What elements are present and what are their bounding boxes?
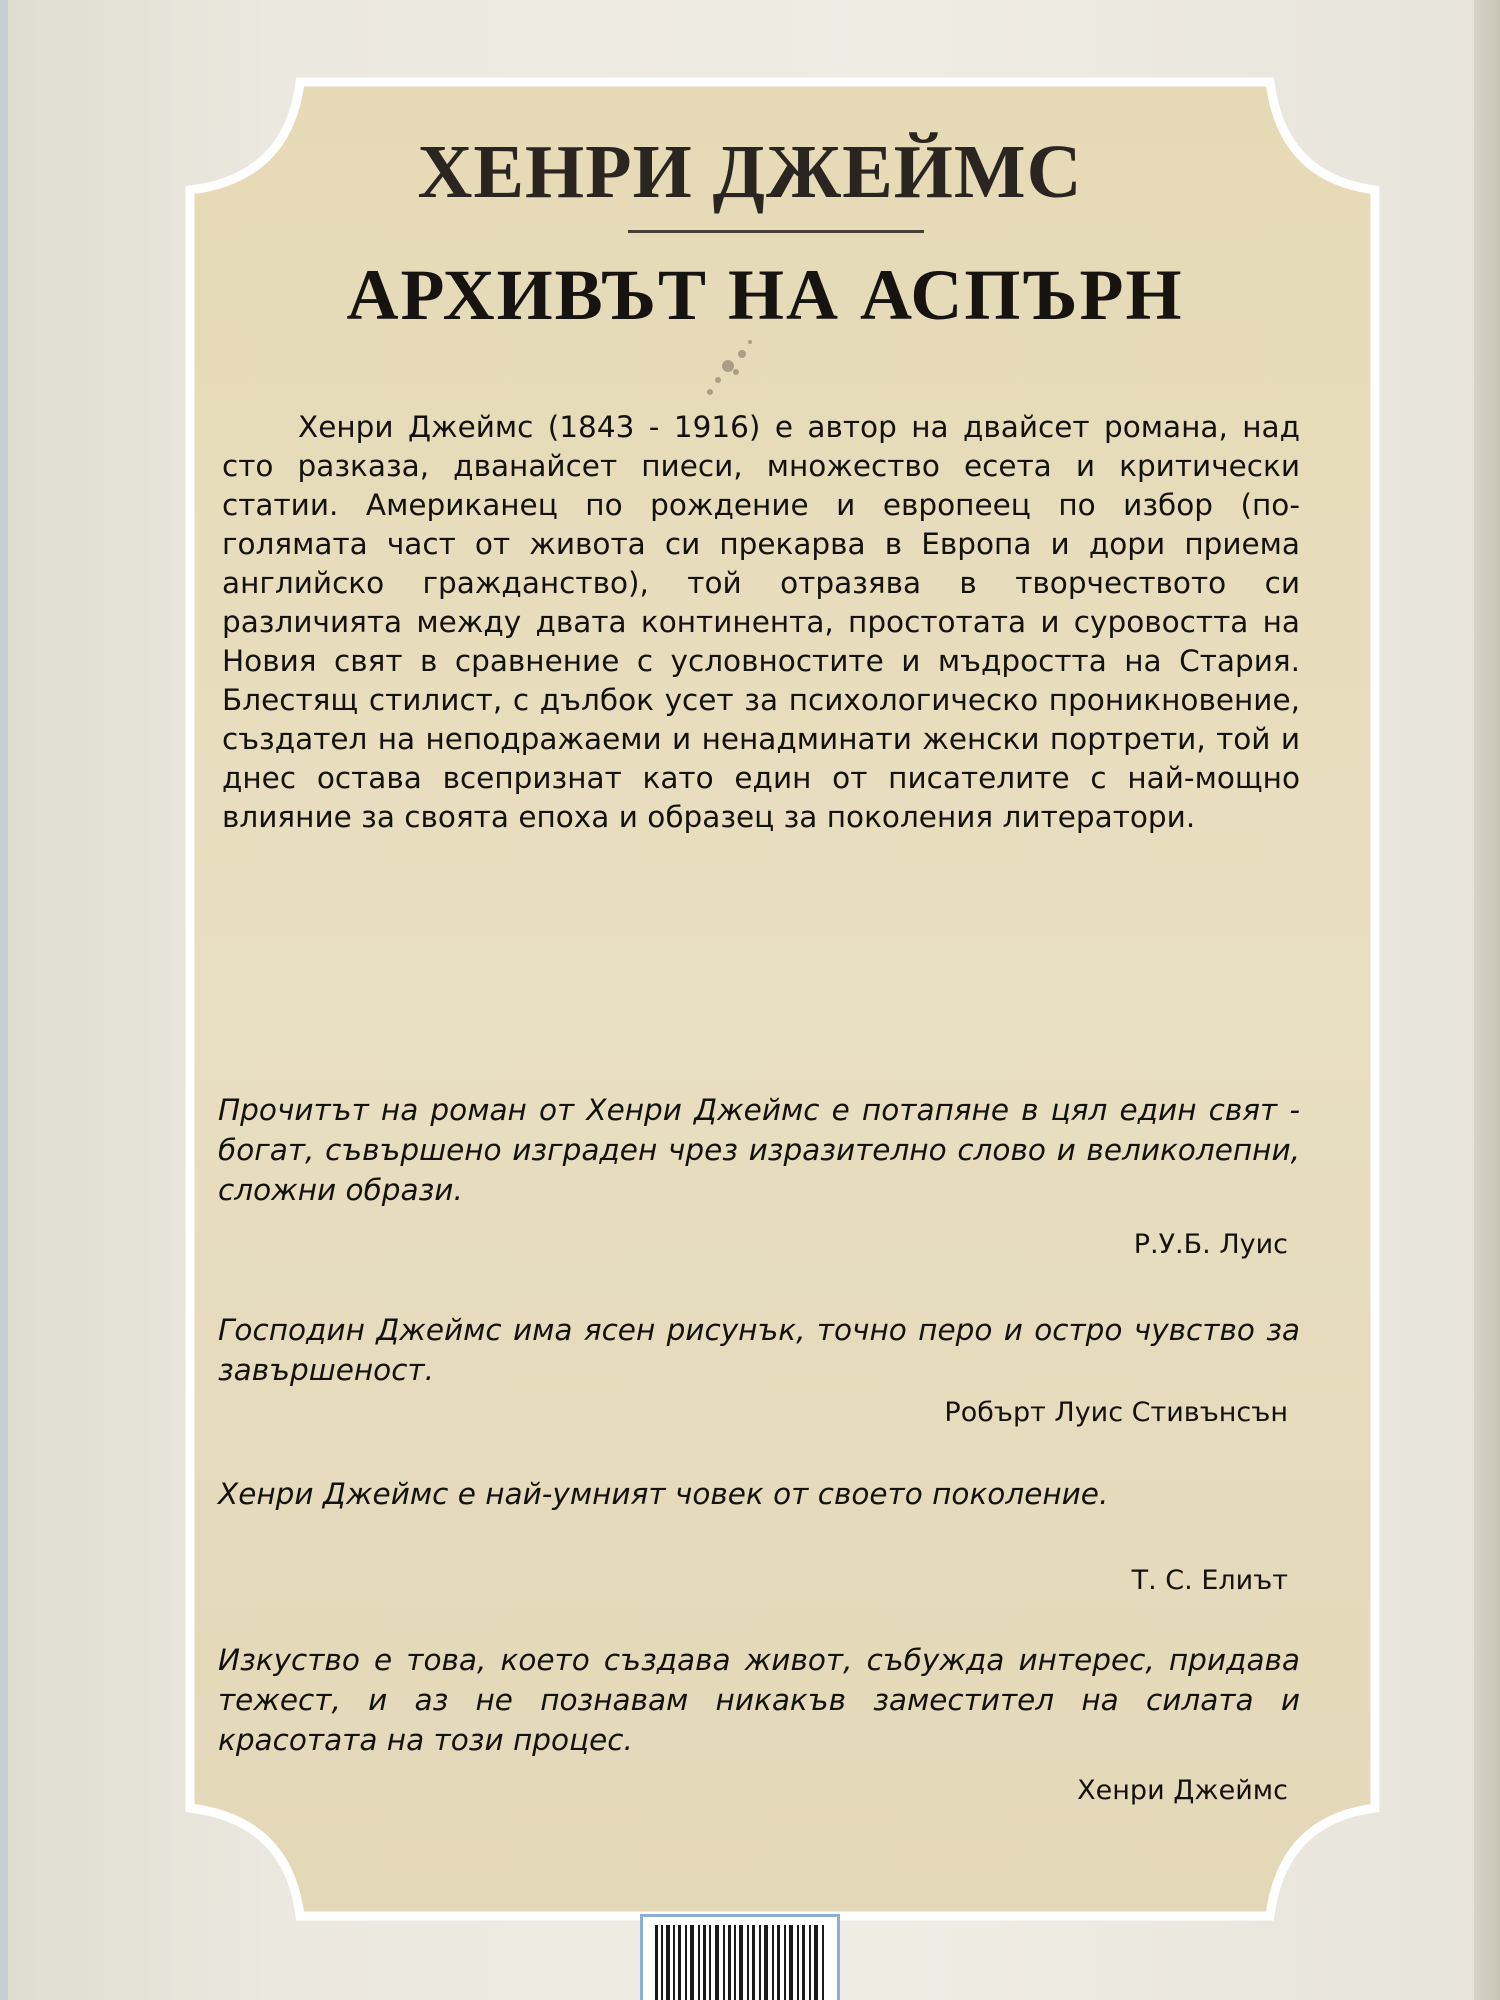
title-divider [628,230,924,233]
author-biography: Хенри Джеймс (1843 - 1916) е автор на двайсет романа, над сто разказа, дванайсет пиеси, множество есета и критически статии. Американец по рождение и европеец по избор (по-голямата част от живота си прекарва в Европа и дори приема английско гражданство), той отразява в творчеството си различията между двата континента, простотата и суровостта на Новия свят в сравнение с условностите и мъдростта на Стария. Блестящ стилист, с дълбок усет за психологическо проникновение, създател на неподражаеми и ненадминати женски портрети, той и днес остава всепризнат като един от писателите с най-мощно влияние за своята епоха и образец за поколения литератори. [222,410,1300,834]
quote-4-author: Хенри Джеймс [1077,1775,1288,1806]
quote-2: Господин Джеймс има ясен рисунък, точно перо и остро чувство за завършеност. [218,1313,1300,1387]
book-title: АРХИВЪТ НА АСПЪРН [346,255,1184,335]
quote-1-author: Р.У.Б. Луис [1133,1229,1288,1260]
quote-4: Изкуство е това, което създава живот, събужда интерес, придава тежест, и аз не познавам никакъв заместител на силата и красотата на този процес. [218,1643,1300,1757]
barcode [640,1914,840,2000]
quote-2-author: Робърт Луис Стивънсън [944,1397,1288,1428]
quote-3-author: Т. С. Елиът [1131,1565,1288,1596]
quote-3: Хенри Джеймс е най-умният човек от своето поколение. [218,1477,1109,1511]
barcode-bars-icon [643,1917,837,2000]
author-name: ХЕНРИ ДЖЕЙМС [417,130,1083,214]
quote-1: Прочитът на роман от Хенри Джеймс е потапяне в цял един свят - богат, съвършено изграден чрез изразително слово и великолепни, сложни образи. [218,1093,1300,1207]
